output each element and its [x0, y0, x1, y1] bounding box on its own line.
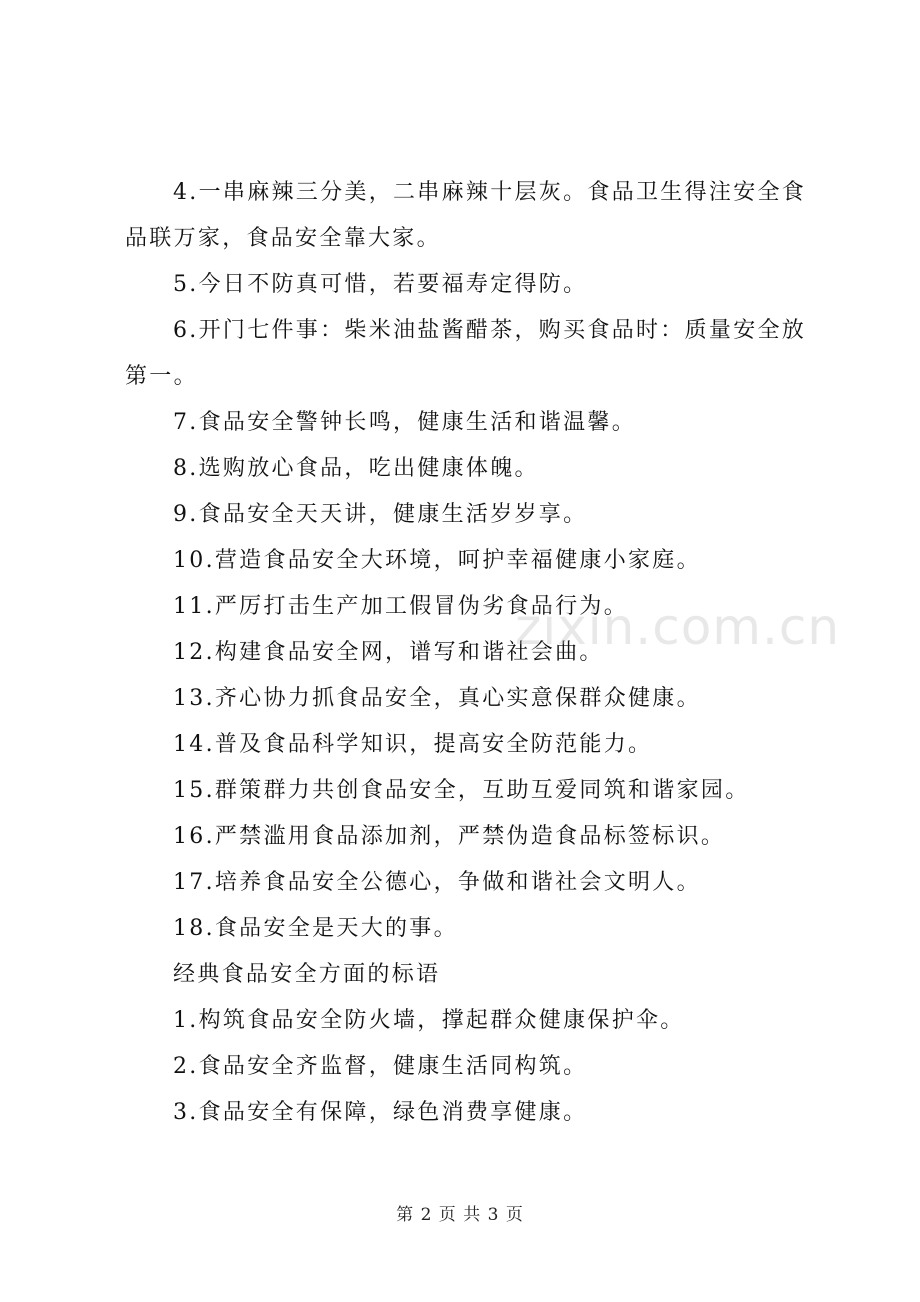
page-footer: 第 2 页 共 3 页	[396, 1205, 524, 1225]
paragraph: 16.严禁滥用食品添加剂，严禁伪造食品标签标识。	[173, 824, 726, 849]
paragraph: 7.食品安全警钟长鸣，健康生活和谐温馨。	[173, 410, 636, 435]
paragraph: 2.食品安全齐监督，健康生活同构筑。	[173, 1054, 588, 1079]
paragraph: 8.选购放心食品，吃出健康体魄。	[173, 456, 539, 481]
paragraph: 12.构建食品安全网，谱写和谐社会曲。	[173, 640, 604, 665]
paragraph: 17.培养食品安全公德心，争做和谐社会文明人。	[173, 870, 701, 895]
section-heading: 经典食品安全方面的标语	[173, 962, 441, 987]
paragraph: 13.齐心协力抓食品安全，真心实意保群众健康。	[173, 686, 701, 711]
paragraph: 11.严厉打击生产加工假冒伪劣食品行为。	[173, 594, 628, 619]
paragraph: 6.开门七件事：柴米油盐酱醋茶，购买食品时：质量安全放第一。	[125, 318, 807, 389]
paragraph: 18.食品安全是天大的事。	[173, 916, 458, 941]
paragraph: 4.一串麻辣三分美，二串麻辣十层灰。食品卫生得注安全食品联万家，食品安全靠大家。	[125, 180, 807, 251]
paragraph: 9.食品安全天天讲，健康生活岁岁享。	[173, 502, 588, 527]
paragraph: 10.营造食品安全大环境，呵护幸福健康小家庭。	[173, 548, 701, 573]
paragraph: 15.群策群力共创食品安全，互助互爱同筑和谐家园。	[173, 778, 750, 803]
paragraph: 14.普及食品科学知识，提高安全防范能力。	[173, 732, 653, 757]
paragraph: 3.食品安全有保障，绿色消费享健康。	[173, 1100, 588, 1125]
watermark-text: zixin.com.cn	[515, 598, 841, 656]
paragraph: 1.构筑食品安全防火墙，撑起群众健康保护伞。	[173, 1008, 685, 1033]
paragraph: 5.今日不防真可惜，若要福寿定得防。	[173, 272, 588, 297]
